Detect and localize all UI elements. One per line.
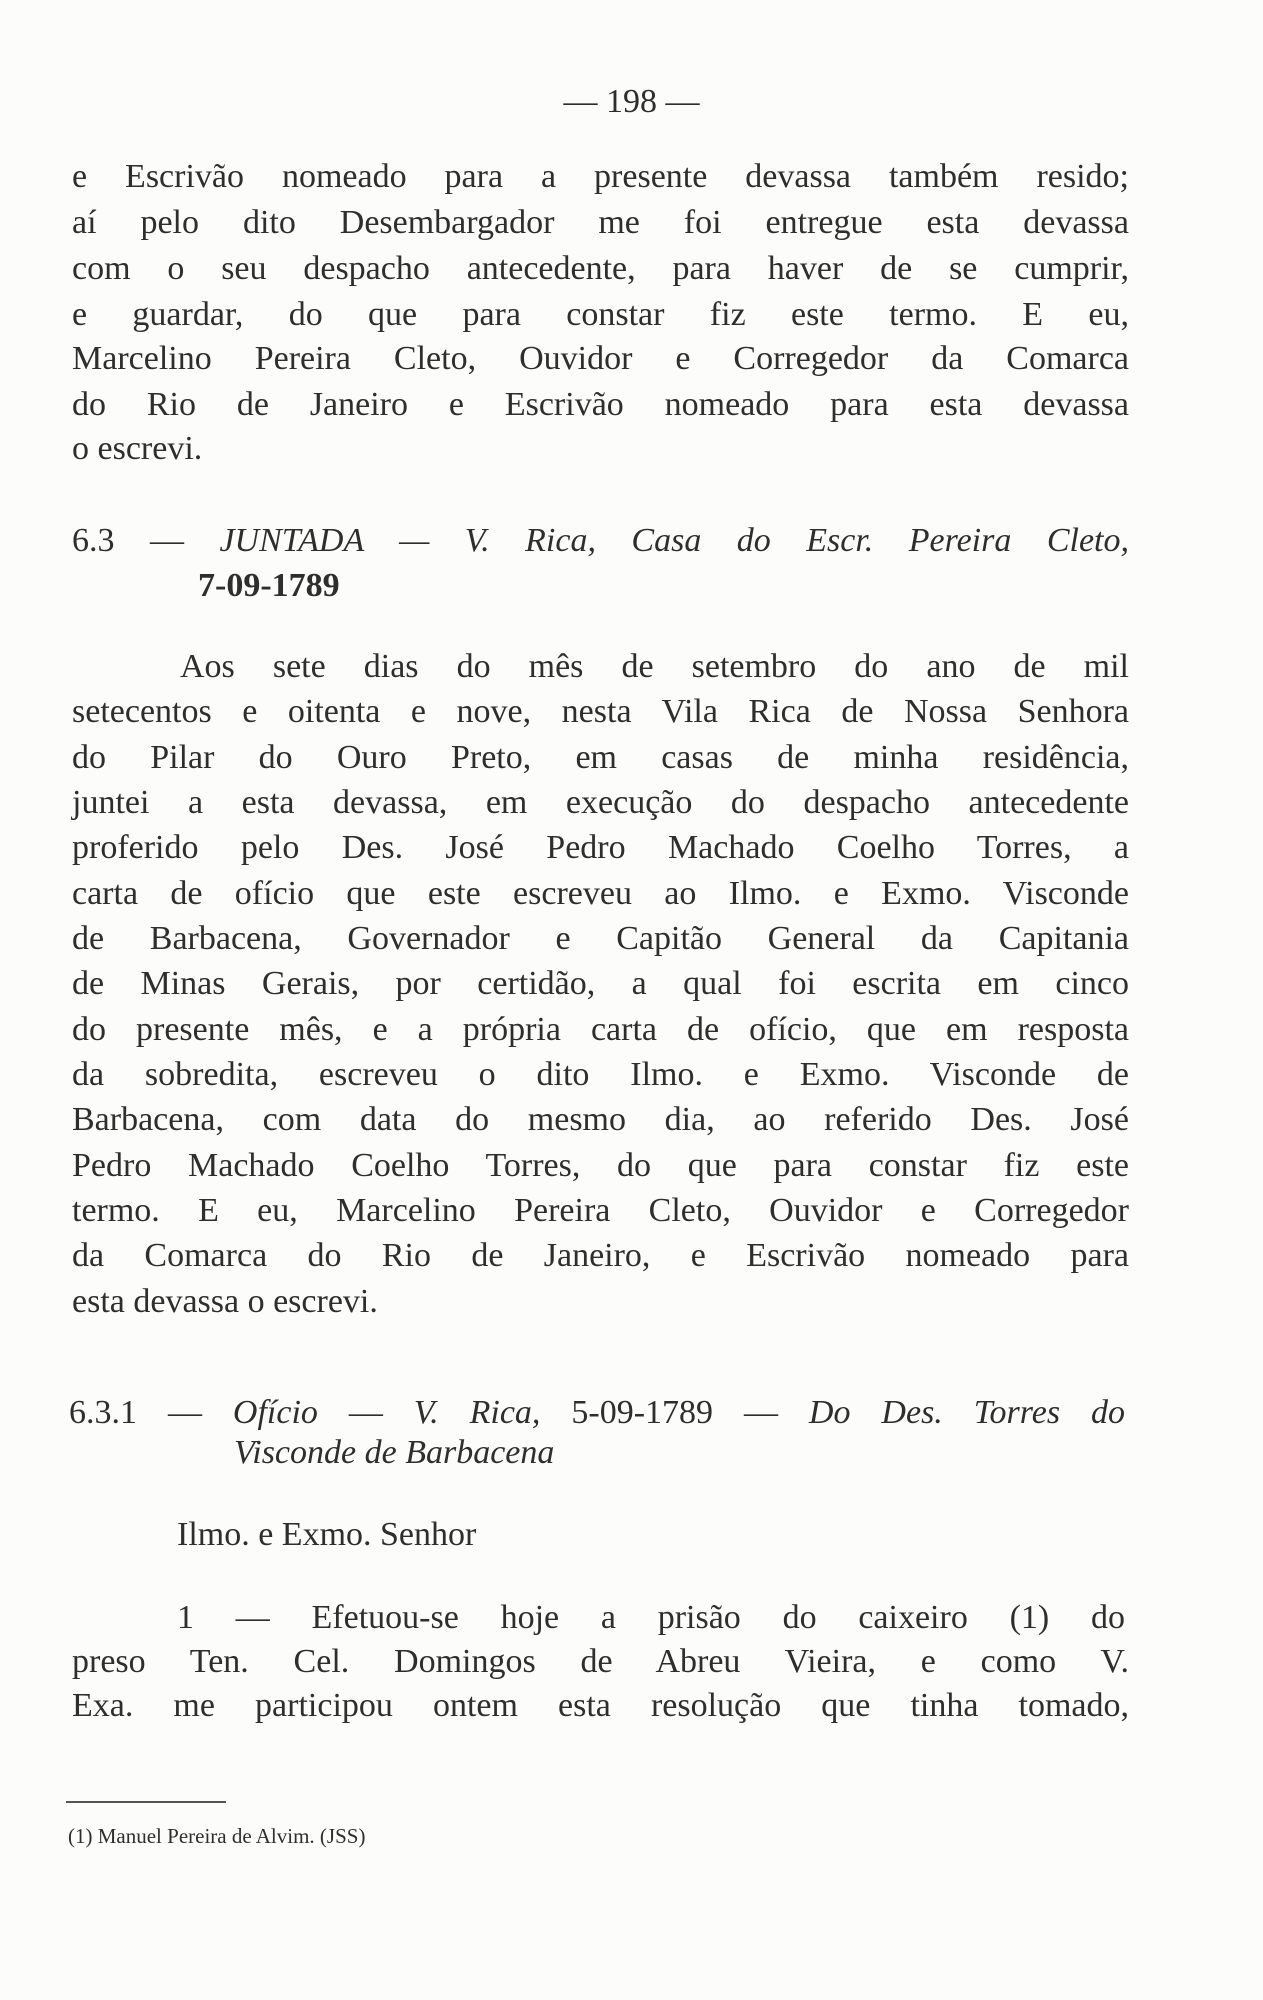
page-number: — 198 — xyxy=(563,83,700,120)
text-line: termo. E eu, Marcelino Pereira Cleto, Ouvidor e Corregedor xyxy=(72,1192,1129,1229)
document-date: 5-09-1789 — xyxy=(540,1394,809,1431)
section-number: 6.3 — xyxy=(72,522,220,559)
heading-line xyxy=(72,519,1129,563)
place: V. Rica, xyxy=(413,1394,541,1431)
text-line: de Minas Gerais, por certidão, a qual foi escrita em cinco xyxy=(72,965,1129,1002)
text-line: esta devassa o escrevi. xyxy=(72,1283,378,1320)
text-line: proferido pelo Des. José Pedro Machado Coelho Torres, a xyxy=(72,829,1129,866)
text-line: o escrevi. xyxy=(72,430,203,467)
text-line: Aos sete dias do mês de setembro do ano de mil xyxy=(180,648,1129,685)
text-line: setecentos e oitenta e nove, nesta Vila Rica de Nossa Senhora xyxy=(72,693,1129,730)
text-line: da Comarca do Rio de Janeiro, e Escrivão nomeado para xyxy=(72,1237,1129,1274)
text-line: Barbacena, com data do mesmo dia, ao referido Des. José xyxy=(72,1101,1129,1138)
text-line: com o seu despacho antecedente, para haver de se cumprir, xyxy=(72,250,1129,287)
heading-line xyxy=(69,1391,1125,1435)
text-line: Exa. me participou ontem esta resolução que tinha tomado, xyxy=(72,1687,1129,1724)
text-line: carta de ofício que este escreveu ao Ilmo. e Exmo. Visconde xyxy=(72,875,1129,912)
document-recipient: Visconde de Barbacena xyxy=(234,1434,555,1471)
document-from: Do Des. Torres do xyxy=(808,1394,1126,1431)
text-line: aí pelo dito Desembargador me foi entregue esta devassa xyxy=(72,204,1129,241)
text-line: Pedro Machado Coelho Torres, do que para constar fiz este xyxy=(72,1147,1129,1184)
footnote-divider xyxy=(66,1801,226,1803)
section-number: 6.3.1 — xyxy=(69,1394,233,1431)
text-line: do presente mês, e a própria carta de ofício, que em resposta xyxy=(72,1011,1129,1048)
heading-line-2 xyxy=(234,1431,934,1475)
text-line: e guardar, do que para constar fiz este termo. E eu, xyxy=(72,296,1129,333)
section-title: JUNTADA — V. Rica, Casa do Escr. Pereira Cleto, xyxy=(219,522,1129,559)
footnote: (1) Manuel Pereira de Alvim. (JSS) xyxy=(68,1824,366,1848)
text-line: 1 — Efetuou-se hoje a prisão do caixeiro (1) do xyxy=(177,1599,1125,1636)
text-line: e Escrivão nomeado para a presente devassa também resido; xyxy=(72,158,1129,195)
text-line: preso Ten. Cel. Domingos de Abreu Vieira, e como V. xyxy=(72,1643,1129,1680)
section-date: 7-09-1789 xyxy=(198,567,340,604)
text-line: da sobredita, escreveu o dito Ilmo. e Exmo. Visconde de xyxy=(72,1056,1129,1093)
text-line: Marcelino Pereira Cleto, Ouvidor e Corregedor da Comarca xyxy=(72,340,1129,377)
document-type: Ofício xyxy=(232,1394,318,1431)
separator: — xyxy=(317,1394,414,1431)
text-line: do Rio de Janeiro e Escrivão nomeado para esta devassa xyxy=(72,386,1129,423)
text-line: juntei a esta devassa, em execução do despacho antecedente xyxy=(72,784,1129,821)
salutation: Ilmo. e Exmo. Senhor xyxy=(177,1516,477,1553)
text-line: de Barbacena, Governador e Capitão General da Capitania xyxy=(72,920,1129,957)
text-line: do Pilar do Ouro Preto, em casas de minha residência, xyxy=(72,739,1129,776)
